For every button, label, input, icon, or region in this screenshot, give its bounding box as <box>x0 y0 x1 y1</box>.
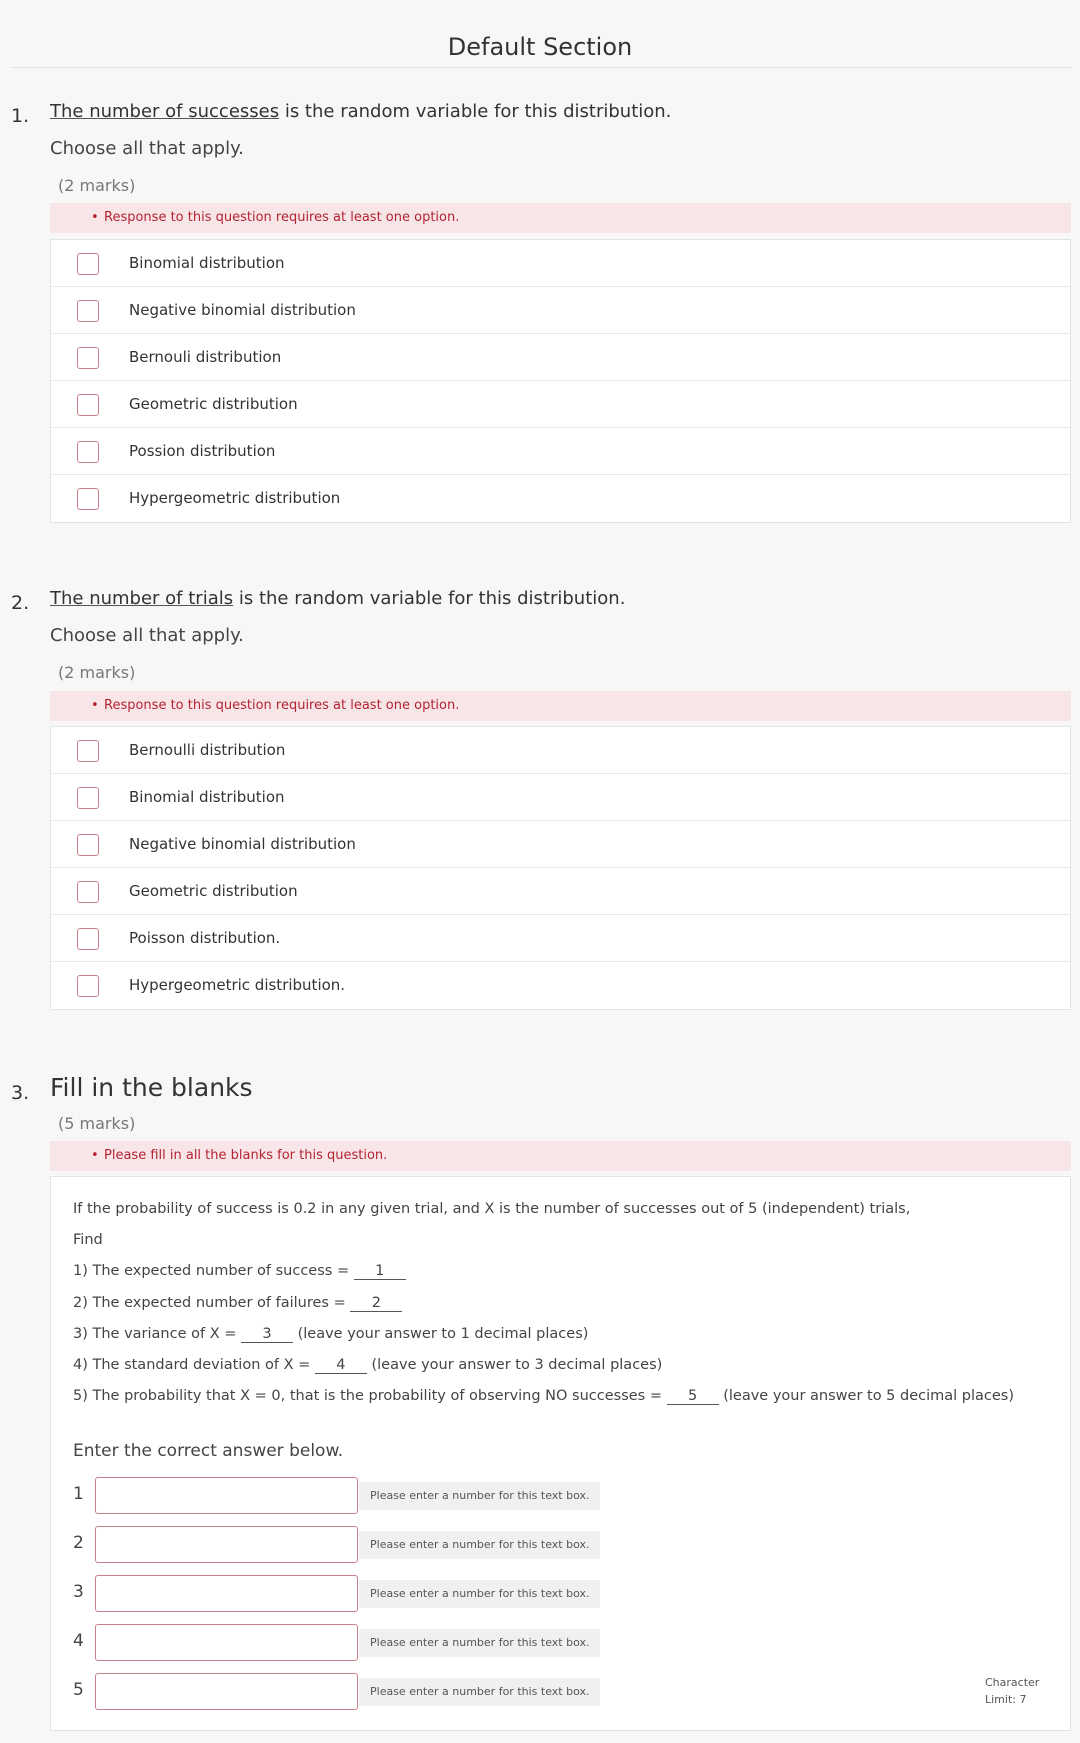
question-1-instruction: Choose all that apply. <box>50 138 244 159</box>
option-label: Bernouli distribution <box>129 348 282 366</box>
question-2-option[interactable] <box>51 727 1070 774</box>
checkbox[interactable] <box>77 347 99 369</box>
blank-item-suffix: (leave your answer to 1 decimal places) <box>293 1326 589 1342</box>
character-limit-label: Character <box>985 1676 1040 1689</box>
option-label: Geometric distribution <box>129 882 298 900</box>
blank-marker: 4 <box>315 1357 367 1374</box>
option-label: Hypergeometric distribution <box>129 489 341 507</box>
blank-item <box>73 1388 1014 1405</box>
blank-item-prefix: 3) The variance of X = <box>73 1326 241 1342</box>
option-label: Binomial distribution <box>129 788 285 806</box>
answer-number: 1 <box>73 1484 84 1504</box>
checkbox[interactable] <box>77 394 99 416</box>
validation-tooltip: Please enter a number for this text box. <box>359 1629 600 1657</box>
alert-bullet-icon: • <box>91 698 99 713</box>
checkbox[interactable] <box>77 787 99 809</box>
question-2-marks: (2 marks) <box>58 663 136 682</box>
validation-tooltip: Please enter a number for this text box. <box>359 1580 600 1608</box>
alert-bullet-icon: • <box>91 210 99 225</box>
section-title: Default Section <box>447 33 633 61</box>
question-2-stem <box>50 588 625 609</box>
question-1-stem <box>50 101 671 122</box>
question-2-option[interactable] <box>51 774 1070 821</box>
question-1-option[interactable] <box>51 475 1070 522</box>
question-1-option[interactable] <box>51 334 1070 381</box>
question-1-alert <box>50 203 1071 233</box>
option-label: Poisson distribution. <box>129 929 281 947</box>
question-1-options <box>50 239 1071 523</box>
checkbox[interactable] <box>77 928 99 950</box>
problem-find: Find <box>73 1232 103 1248</box>
section-divider <box>11 67 1071 68</box>
blank-item <box>73 1263 406 1280</box>
answer-input-2[interactable] <box>95 1526 358 1563</box>
question-2-options <box>50 726 1071 1010</box>
blank-item-prefix: 2) The expected number of failures = <box>73 1295 351 1311</box>
question-2-number: 2. <box>11 592 30 614</box>
option-label: Bernoulli distribution <box>129 741 286 759</box>
blank-item-suffix: (leave your answer to 3 decimal places) <box>366 1357 663 1373</box>
answer-number: 2 <box>73 1533 84 1553</box>
question-1-option[interactable] <box>51 287 1070 334</box>
checkbox[interactable] <box>77 441 99 463</box>
option-label: Hypergeometric distribution. <box>129 976 346 994</box>
question-1-option[interactable] <box>51 428 1070 475</box>
validation-tooltip: Please enter a number for this text box. <box>359 1482 600 1510</box>
question-1-option[interactable] <box>51 240 1070 287</box>
blank-marker: 1 <box>354 1263 406 1280</box>
answer-number: 3 <box>73 1582 84 1602</box>
blank-item <box>73 1326 588 1343</box>
answer-row <box>51 1624 1070 1661</box>
answer-input-5[interactable] <box>95 1673 358 1710</box>
problem-intro: If the probability of success is 0.2 in any given trial, and X is the number of successes out of 5 (independent) trials, <box>73 1201 911 1217</box>
question-2-alert-text: Response to this question requires at least one option. <box>104 698 460 713</box>
checkbox[interactable] <box>77 300 99 322</box>
question-2-option[interactable] <box>51 868 1070 915</box>
answer-input-1[interactable] <box>95 1477 358 1514</box>
option-label: Possion distribution <box>129 442 276 460</box>
answer-row <box>51 1575 1070 1612</box>
option-label: Negative binomial distribution <box>129 301 356 319</box>
validation-tooltip: Please enter a number for this text box. <box>359 1531 600 1559</box>
blank-marker: 2 <box>350 1295 402 1312</box>
checkbox[interactable] <box>77 834 99 856</box>
enter-answer-label: Enter the correct answer below. <box>73 1441 344 1461</box>
character-limit-value: Limit: 7 <box>985 1693 1027 1706</box>
question-1-stem-text: is the random variable for this distribution. <box>279 101 672 122</box>
answer-input-3[interactable] <box>95 1575 358 1612</box>
blank-item-prefix: 1) The expected number of success = <box>73 1263 354 1279</box>
question-2-option[interactable] <box>51 821 1070 868</box>
checkbox[interactable] <box>77 975 99 997</box>
checkbox[interactable] <box>77 488 99 510</box>
blank-item <box>73 1357 662 1374</box>
blank-item-prefix: 4) The standard deviation of X = <box>73 1357 315 1373</box>
question-1-option[interactable] <box>51 381 1070 428</box>
answer-input-4[interactable] <box>95 1624 358 1661</box>
answer-row <box>51 1673 1070 1710</box>
character-limit <box>985 1674 1039 1708</box>
question-1-marks: (2 marks) <box>58 176 136 195</box>
checkbox[interactable] <box>77 740 99 762</box>
question-2-option[interactable] <box>51 962 1070 1009</box>
question-2-keyword: The number of trials <box>50 588 234 609</box>
validation-tooltip: Please enter a number for this text box. <box>359 1678 600 1706</box>
question-1-number: 1. <box>11 105 30 127</box>
alert-bullet-icon: • <box>91 1148 99 1163</box>
question-3-alert-text: Please fill in all the blanks for this question. <box>104 1148 388 1163</box>
blank-marker: 3 <box>241 1326 293 1343</box>
option-label: Geometric distribution <box>129 395 298 413</box>
option-label: Negative binomial distribution <box>129 835 356 853</box>
question-2-instruction: Choose all that apply. <box>50 625 244 646</box>
question-3-number: 3. <box>11 1082 30 1104</box>
question-3-alert <box>50 1141 1071 1171</box>
answer-row <box>51 1477 1070 1514</box>
fill-in-blanks-panel <box>50 1176 1071 1731</box>
question-2-alert <box>50 691 1071 721</box>
blank-item-prefix: 5) The probability that X = 0, that is the probability of observing NO successes = <box>73 1388 667 1404</box>
blank-item-suffix: (leave your answer to 5 decimal places) <box>718 1388 1015 1404</box>
checkbox[interactable] <box>77 881 99 903</box>
blank-marker: 5 <box>667 1388 719 1405</box>
answer-number: 4 <box>73 1631 84 1651</box>
answer-number: 5 <box>73 1680 84 1700</box>
question-2-stem-text: is the random variable for this distribution. <box>233 588 626 609</box>
answer-row <box>51 1526 1070 1563</box>
checkbox[interactable] <box>77 253 99 275</box>
question-3-title: Fill in the blanks <box>50 1073 253 1102</box>
question-1-alert-text: Response to this question requires at least one option. <box>104 210 460 225</box>
option-label: Binomial distribution <box>129 254 285 272</box>
question-2-option[interactable] <box>51 915 1070 962</box>
blank-item <box>73 1295 402 1312</box>
question-3-marks: (5 marks) <box>58 1114 136 1133</box>
question-1-keyword: The number of successes <box>50 101 280 122</box>
